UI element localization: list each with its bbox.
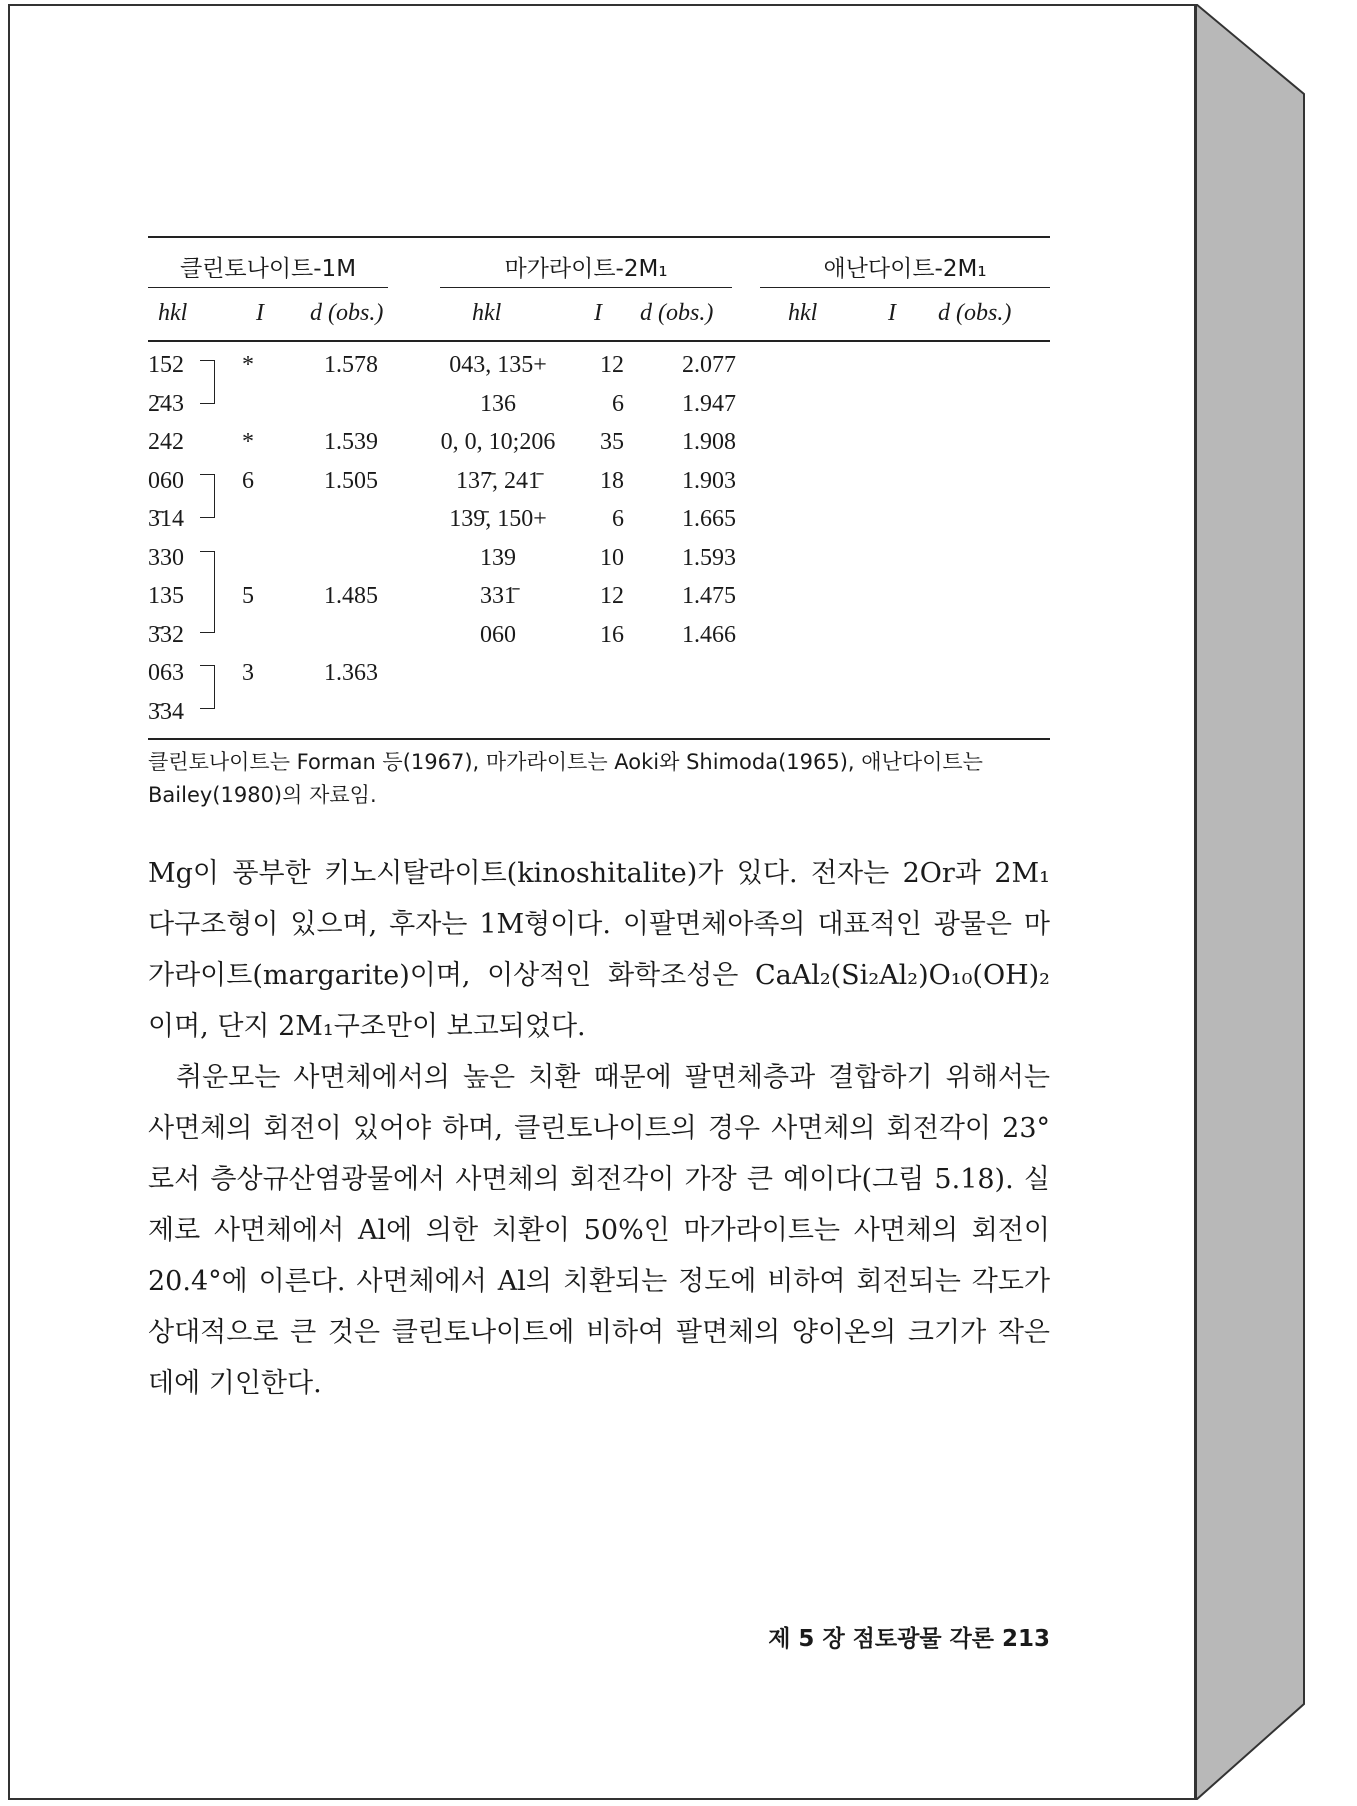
intensity-cell: 3 [242,660,254,686]
hkl-cell: 0, 0, 10;206 [440,429,556,455]
hkl-cell: 331̄ [480,583,516,609]
intensity-cell: 35 [600,429,624,455]
d-spacing-cell: 1.475 [682,583,736,609]
group-header-margarite: 마가라이트-2M₁ [504,256,668,282]
hkl-cell: 060 [480,621,516,648]
d-spacing-cell: 1.593 [682,544,736,571]
d-spacing-cell: 1.466 [682,621,736,648]
d-spacing-cell: 1.947 [682,390,736,417]
d-spacing-cell: 1.665 [682,506,736,532]
hkl-cell: 135 [148,583,184,609]
d-spacing-cell: 1.578 [324,352,378,378]
table-bottom-rule [148,738,1050,740]
d-spacing-cell: 1.908 [682,429,736,455]
hkl-cell: 152 [148,352,184,378]
hkl-cell: 330 [148,544,184,571]
col-hkl: hkl [158,300,188,326]
hkl-cell: 060 [148,467,184,494]
table-note: 클린토나이트는 Forman 등(1967), 마가라이트는 Aoki와 Shimoda(1965), 애난다이트는 Bailey(1980)의 자료임. [148,750,983,807]
intensity-cell: 12 [600,583,624,609]
d-spacing-cell: 1.485 [324,583,378,609]
book-spine [1196,4,1308,1800]
bracket [200,474,215,518]
d-spacing-cell: 2.077 [682,352,736,378]
intensity-cell: 16 [600,621,624,648]
d-spacing-cell: 1.903 [682,467,736,494]
group-rule [760,287,1050,288]
d-spacing-cell: 1.505 [324,467,378,494]
col-hkl: hkl [472,300,502,326]
d-spacing-cell: 1.539 [324,429,378,455]
intensity-cell: 12 [600,352,624,378]
bracket [200,360,215,404]
body-text [148,848,1050,1409]
hkl-cell: 139̄, 150+ [449,506,547,532]
intensity-cell: 6 [612,506,624,532]
hkl-cell: 136 [480,390,516,417]
col-i: I [888,300,896,326]
col-d: d (obs.) [938,300,1012,326]
intensity-cell: 10 [600,544,624,571]
group-rule [148,287,388,288]
hkl-cell: 063 [148,660,184,686]
intensity-cell: 6 [612,390,624,417]
paragraph: 취운모는 사면체에서의 높은 치환 때문에 팔면체층과 결합하기 위해서는 사면체의 회전이 있어야 하며, 클린토나이트의 경우 사면체의 회전각이 23°로서 층상규산염광물에서 사면체의 회전각이 가장 큰 예이다(그림 5.18). 실제로 사면체에서 Al에 의한 치환이 50%인 마가라이트는 사면체의 회전이 20.4°에 이른다. 사면체에서 Al의 치환되는 정도에 비하여 회전되는 각도가 상대적으로 큰 것은 클린토나이트에 비하여 팔면체의 양이온의 크기가 작은 데에 기인한다. [148,1062,1050,1399]
col-i: I [256,300,264,326]
hkl-cell: 137̄, 241̄ [456,467,540,494]
table-top-rule [148,236,1050,238]
bracket [200,665,215,709]
group-header-clintonite: 클린토나이트-1M [179,256,357,282]
hkl-cell: 3̄32 [148,621,184,648]
hkl-cell: 2̄43 [148,390,184,417]
col-d: d (obs.) [640,300,714,326]
intensity-cell: * [242,352,254,378]
col-hkl: hkl [788,300,818,326]
table-header-rule [148,340,1050,342]
col-d: d (obs.) [310,300,384,326]
hkl-cell: 242 [148,429,184,455]
hkl-cell: 3̄34 [148,698,184,725]
hkl-cell: 139 [480,544,516,571]
bracket [200,551,215,633]
intensity-cell: 6 [242,467,254,494]
paragraph: Mg이 풍부한 키노시탈라이트(kinoshitalite)가 있다. 전자는 2Or과 2M₁ 다구조형이 있으며, 후자는 1M형이다. 이팔면체아족의 대표적인 광물은 마가라이트(margarite)이며, 이상적인 화학조성은 CaAl₂(Si₂Al₂)O₁₀(OH)₂이며, 단지 2M₁구조만이 보고되었다. [148,858,1050,1042]
intensity-cell: 5 [242,583,254,609]
d-spacing-cell: 1.363 [324,660,378,686]
intensity-cell: * [242,429,254,455]
hkl-cell: 043, 135+ [449,352,547,378]
hkl-cell: 3̄14 [148,506,184,532]
page-footer: 제 5 장 점토광물 각론 213 [768,1626,1050,1652]
intensity-cell: 18 [600,467,624,494]
col-i: I [594,300,602,326]
group-rule [440,287,732,288]
group-header-anandite: 애난다이트-2M₁ [823,256,987,282]
